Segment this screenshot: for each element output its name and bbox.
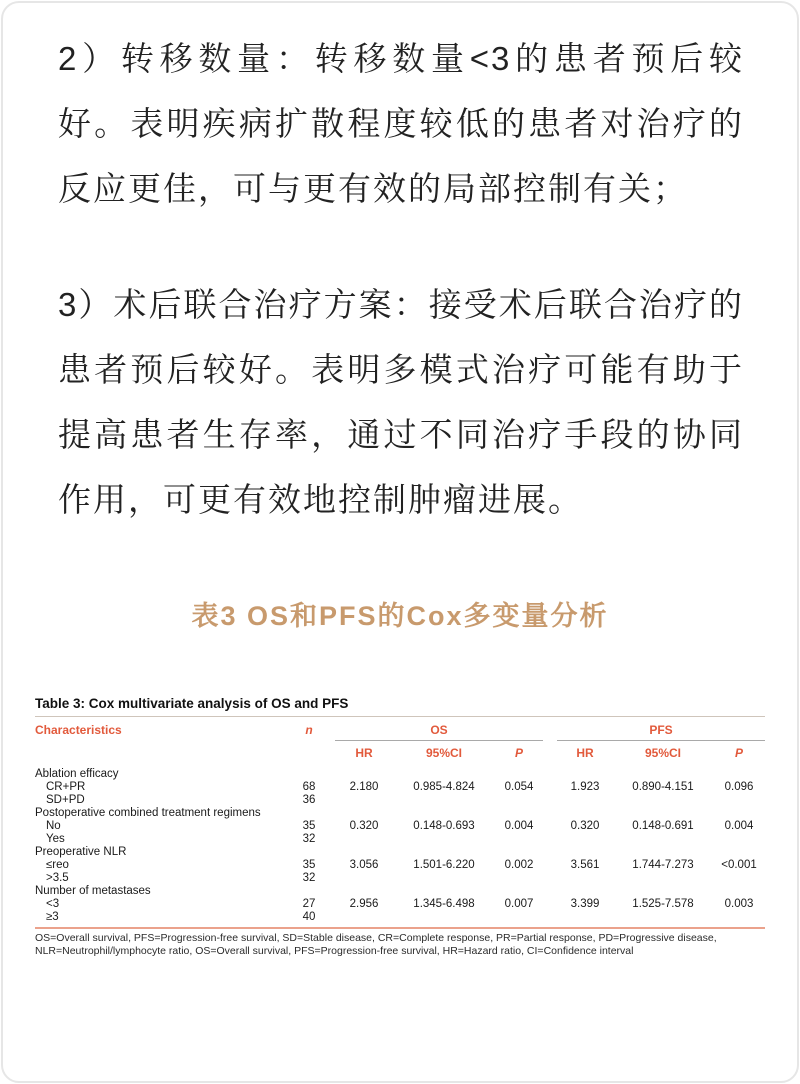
table-row-metastases-high: ≥3 40 — [46, 911, 316, 923]
footnote-line-2: NLR=Neutrophil/lymphocyte ratio, OS=Overall survival, PFS=Progression-free survival, HR=Hazard ratio, CI=Confidence interval — [35, 945, 634, 957]
col-spacer — [543, 717, 557, 766]
table-row-nlr-low: ≤reo 35 3.056 1.501-6.220 0.002 3.561 1.744-7.273 <0.001 — [46, 859, 757, 871]
col-header-characteristics: Characteristics — [35, 723, 122, 737]
table-row-group-ablation: Ablation efficacy — [35, 768, 119, 780]
body-text-block — [0, 0, 800, 532]
col-header-pfs-p: P — [734, 746, 743, 760]
footnote-line-1: OS=Overall survival, PFS=Progression-free survival, SD=Stable disease, CR=Complete response, PR=Partial response, PD=Progressive disease, — [35, 932, 717, 944]
col-group-os: OS — [335, 717, 543, 741]
table-row-group-metastases: Number of metastases — [35, 885, 151, 897]
col-header-pfs-hr: HR — [576, 746, 594, 760]
col-header-n: n — [305, 723, 313, 737]
cox-multivariate-table — [35, 716, 765, 929]
col-header-os-ci: 95%CI — [425, 746, 463, 760]
table-footnote — [35, 932, 765, 958]
table-caption-chinese: 表3 OS和PFS的Cox多变量分析 — [191, 601, 609, 631]
table-row-group-postop: Postoperative combined treatment regimens — [35, 807, 261, 819]
paragraph-postop-treatment: 3）术后联合治疗方案：接受术后联合治疗的患者预后较好。表明多模式治疗可能有助于提高患者生存率，通过不同治疗手段的协同作用，可更有效地控制肿瘤进展。 — [58, 286, 744, 518]
table-row-group-nlr: Preoperative NLR — [35, 846, 127, 858]
col-header-pfs-ci: 95%CI — [644, 746, 682, 760]
paragraph-metastases: 2）转移数量：转移数量<3的患者预后较好。表明疾病扩散程度较低的患者对治疗的反应更佳，可与更有效的局部控制有关； — [58, 40, 744, 207]
col-header-os-p: P — [514, 746, 523, 760]
table-row-nlr-high: >3.5 32 — [46, 872, 316, 884]
table-row-yes: Yes 32 — [46, 833, 316, 845]
col-group-pfs: PFS — [557, 717, 765, 741]
table-title: Table 3: Cox multivariate analysis of OS and PFS — [35, 696, 349, 711]
table3-container — [35, 696, 765, 958]
col-header-os-hr: HR — [355, 746, 373, 760]
table-row-no: No 35 0.320 0.148-0.693 0.004 0.320 0.148-0.691 0.004 — [46, 820, 754, 832]
table-row-crpr: CR+PR 68 2.180 0.985-4.824 0.054 1.923 0.890-4.151 0.096 — [46, 781, 754, 793]
table-row-sdpd: SD+PD 36 — [46, 794, 316, 806]
table-row-metastases-low: <3 27 2.956 1.345-6.498 0.007 3.399 1.525-7.578 0.003 — [46, 898, 754, 910]
